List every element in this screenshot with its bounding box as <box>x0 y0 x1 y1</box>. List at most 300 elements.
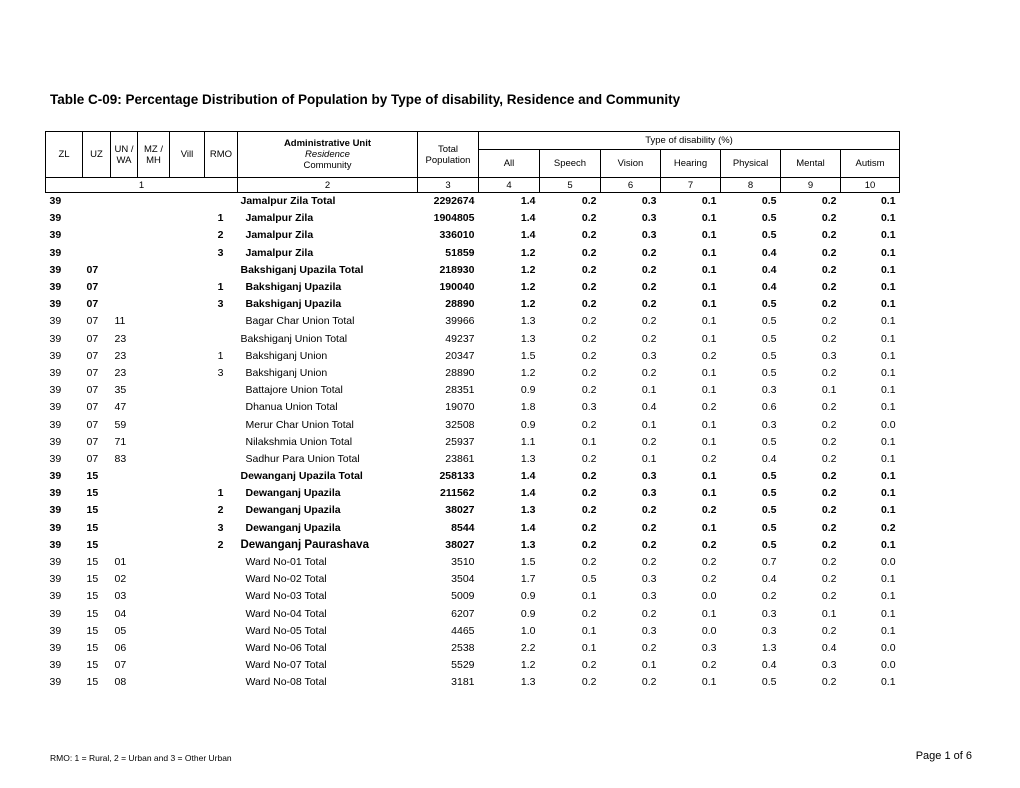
table-body <box>46 193 900 691</box>
cell-mental: 0.2 <box>821 281 837 294</box>
cell-autism: 0.1 <box>880 349 896 362</box>
cell-mental: 0.2 <box>821 676 837 689</box>
cell-uz: 07 <box>86 401 99 414</box>
cell-physical: 0.5 <box>761 315 777 328</box>
cell-vision: 0.3 <box>641 229 657 242</box>
cell-autism: 0.1 <box>880 229 896 242</box>
cell-un-wa <box>111 519 138 536</box>
cell-admin-unit: Merur Char Union Total <box>245 418 354 431</box>
cell-mz-mh <box>138 313 170 330</box>
cell-total-population: 4465 <box>451 624 475 637</box>
cell-zl: 39 <box>49 195 62 208</box>
header-col-physical: Physical <box>721 150 781 178</box>
cell-mz-mh <box>138 330 170 347</box>
cell-zl: 39 <box>49 315 62 328</box>
cell-mz-mh <box>138 502 170 519</box>
cell-physical: 0.3 <box>761 418 777 431</box>
cell-total-population: 49237 <box>445 332 475 345</box>
cell-rmo: 3 <box>217 521 224 534</box>
cell-vision: 0.4 <box>641 401 657 414</box>
cell-hearing: 0.1 <box>701 435 717 448</box>
cell-un-wa: 35 <box>114 384 127 397</box>
cell-uz <box>83 210 111 227</box>
cell-speech: 0.2 <box>581 366 597 379</box>
cell-speech: 0.2 <box>581 418 597 431</box>
cell-vill <box>170 433 205 450</box>
cell-hearing: 0.1 <box>701 229 717 242</box>
cell-vision: 0.2 <box>641 504 657 517</box>
table-row <box>46 519 900 536</box>
cell-vision: 0.2 <box>641 281 657 294</box>
cell-speech: 0.2 <box>581 246 597 259</box>
cell-uz: 15 <box>86 470 99 483</box>
cell-total-population: 38027 <box>445 538 475 551</box>
cell-physical: 0.5 <box>761 332 777 345</box>
header-col-speech: Speech <box>540 150 601 178</box>
cell-total-population: 336010 <box>439 229 475 242</box>
cell-uz <box>83 193 111 210</box>
cell-speech: 0.2 <box>581 452 597 465</box>
cell-total-population: 3181 <box>451 676 475 689</box>
cell-total-population: 5009 <box>451 590 475 603</box>
column-number: 2 <box>238 178 418 193</box>
cell-speech: 0.5 <box>581 573 597 586</box>
column-number: 6 <box>601 178 661 193</box>
cell-vill <box>170 468 205 485</box>
cell-un-wa: 23 <box>114 349 127 362</box>
cell-rmo <box>205 674 238 691</box>
cell-autism: 0.1 <box>880 452 896 465</box>
cell-admin-unit: Jamalpur Zila Total <box>240 195 336 208</box>
cell-vision: 0.2 <box>641 366 657 379</box>
cell-zl: 39 <box>49 641 62 654</box>
cell-vill <box>170 605 205 622</box>
cell-all: 1.2 <box>520 298 536 311</box>
cell-total-population: 28890 <box>445 298 475 311</box>
cell-total-population: 2292674 <box>433 195 475 208</box>
cell-all: 1.3 <box>520 504 536 517</box>
cell-uz: 15 <box>86 607 99 620</box>
cell-rmo <box>205 657 238 674</box>
cell-vill <box>170 657 205 674</box>
cell-mz-mh <box>138 485 170 502</box>
cell-physical: 0.2 <box>761 590 777 603</box>
cell-zl: 39 <box>49 435 62 448</box>
cell-zl: 39 <box>49 298 62 311</box>
cell-uz: 07 <box>86 298 99 311</box>
cell-vision: 0.3 <box>641 349 657 362</box>
cell-autism: 0.1 <box>880 281 896 294</box>
cell-physical: 0.5 <box>761 435 777 448</box>
cell-un-wa: 01 <box>114 556 127 569</box>
cell-rmo <box>205 553 238 570</box>
cell-zl: 39 <box>49 212 62 225</box>
cell-autism: 0.1 <box>880 470 896 483</box>
cell-physical: 0.5 <box>761 676 777 689</box>
column-number: 10 <box>841 178 900 193</box>
cell-rmo: 2 <box>217 229 224 242</box>
cell-rmo <box>205 450 238 467</box>
cell-total-population: 211562 <box>440 487 475 500</box>
cell-vill <box>170 244 205 261</box>
cell-all: 1.0 <box>520 624 536 637</box>
cell-admin-unit: Bakshiganj Union <box>245 349 328 362</box>
cell-physical: 0.3 <box>761 624 777 637</box>
cell-total-population: 51859 <box>445 246 475 259</box>
cell-mental: 0.2 <box>821 521 837 534</box>
column-number: 1 <box>46 178 238 193</box>
cell-un-wa <box>111 278 138 295</box>
cell-mental: 0.2 <box>821 366 837 379</box>
table-row <box>46 330 900 347</box>
cell-mz-mh <box>138 622 170 639</box>
cell-mz-mh <box>138 210 170 227</box>
cell-speech: 0.2 <box>581 212 597 225</box>
cell-hearing: 0.3 <box>701 641 717 654</box>
cell-mz-mh <box>138 450 170 467</box>
cell-vill <box>170 519 205 536</box>
cell-admin-unit: Ward No-01 Total <box>245 556 327 569</box>
cell-un-wa: 83 <box>114 452 127 465</box>
cell-uz: 07 <box>86 418 99 431</box>
cell-zl: 39 <box>49 470 62 483</box>
cell-zl: 39 <box>49 366 62 379</box>
cell-all: 0.9 <box>520 590 536 603</box>
cell-rmo <box>205 193 238 210</box>
cell-rmo <box>205 382 238 399</box>
cell-physical: 0.5 <box>761 470 777 483</box>
cell-un-wa: 11 <box>114 315 126 328</box>
cell-mz-mh <box>138 519 170 536</box>
column-number: 9 <box>781 178 841 193</box>
cell-zl: 39 <box>49 590 62 603</box>
cell-zl: 39 <box>49 246 62 259</box>
cell-all: 0.9 <box>520 418 536 431</box>
cell-admin-unit: Ward No-06 Total <box>245 641 327 654</box>
cell-physical: 0.4 <box>761 281 777 294</box>
table-row <box>46 278 900 295</box>
cell-all: 1.2 <box>520 263 536 276</box>
cell-hearing: 0.1 <box>701 676 717 689</box>
cell-speech: 0.2 <box>581 332 597 345</box>
cell-zl: 39 <box>49 487 62 500</box>
cell-rmo <box>205 416 238 433</box>
cell-vill <box>170 639 205 656</box>
cell-vision: 0.1 <box>641 452 657 465</box>
cell-uz <box>83 227 111 244</box>
cell-uz: 07 <box>86 349 99 362</box>
cell-speech: 0.2 <box>581 384 597 397</box>
cell-all: 1.2 <box>520 281 536 294</box>
cell-un-wa: 04 <box>114 607 127 620</box>
cell-all: 1.3 <box>520 452 536 465</box>
column-number: 3 <box>418 178 479 193</box>
cell-mz-mh <box>138 605 170 622</box>
cell-speech: 0.1 <box>581 624 597 637</box>
cell-mz-mh <box>138 416 170 433</box>
cell-speech: 0.2 <box>581 556 597 569</box>
cell-un-wa: 47 <box>114 401 127 414</box>
cell-total-population: 39966 <box>445 315 475 328</box>
table-row <box>46 313 900 330</box>
cell-vill <box>170 210 205 227</box>
cell-autism: 0.1 <box>880 504 896 517</box>
column-number: 7 <box>661 178 721 193</box>
cell-hearing: 0.2 <box>701 659 717 672</box>
cell-admin-unit: Ward No-05 Total <box>245 624 327 637</box>
cell-rmo <box>205 639 238 656</box>
cell-mz-mh <box>138 657 170 674</box>
cell-hearing: 0.2 <box>701 573 717 586</box>
cell-mental: 0.2 <box>821 556 837 569</box>
cell-vision: 0.2 <box>641 435 657 448</box>
cell-un-wa <box>111 193 138 210</box>
cell-mental: 0.2 <box>821 538 837 551</box>
cell-admin-unit: Ward No-08 Total <box>245 676 327 689</box>
cell-admin-unit: Ward No-03 Total <box>245 590 327 603</box>
cell-rmo: 2 <box>217 538 224 551</box>
cell-total-population: 190040 <box>439 281 475 294</box>
cell-mz-mh <box>138 571 170 588</box>
cell-admin-unit: Dewanganj Upazila Total <box>240 470 363 483</box>
cell-rmo: 3 <box>217 298 224 311</box>
cell-un-wa: 23 <box>114 366 127 379</box>
cell-uz: 07 <box>86 435 99 448</box>
cell-un-wa: 07 <box>114 659 127 672</box>
cell-hearing: 0.2 <box>701 452 717 465</box>
cell-mz-mh <box>138 244 170 261</box>
cell-vill <box>170 296 205 313</box>
header-zl: ZL <box>46 132 83 178</box>
cell-mz-mh <box>138 382 170 399</box>
cell-mz-mh <box>138 674 170 691</box>
cell-un-wa: 06 <box>114 641 127 654</box>
cell-vision: 0.3 <box>641 212 657 225</box>
cell-mental: 0.2 <box>821 470 837 483</box>
cell-all: 1.7 <box>520 573 536 586</box>
cell-un-wa <box>111 210 138 227</box>
cell-zl: 39 <box>49 504 62 517</box>
cell-uz: 15 <box>86 624 99 637</box>
cell-un-wa: 59 <box>114 418 127 431</box>
cell-admin-unit: Bakshiganj Union <box>245 366 328 379</box>
cell-admin-unit: Sadhur Para Union Total <box>245 452 360 465</box>
header-col-autism: Autism <box>841 150 900 178</box>
cell-vill <box>170 553 205 570</box>
cell-uz: 07 <box>86 263 99 276</box>
cell-hearing: 0.1 <box>701 332 717 345</box>
cell-physical: 0.4 <box>761 452 777 465</box>
cell-all: 1.4 <box>520 195 536 208</box>
cell-mz-mh <box>138 347 170 364</box>
cell-all: 1.4 <box>520 229 536 242</box>
cell-hearing: 0.2 <box>701 538 717 551</box>
cell-zl: 39 <box>49 573 62 586</box>
cell-admin-unit: Bakshiganj Upazila <box>245 298 342 311</box>
cell-physical: 0.5 <box>761 487 777 500</box>
cell-rmo: 3 <box>217 246 224 259</box>
cell-hearing: 0.1 <box>701 607 717 620</box>
cell-hearing: 0.2 <box>701 401 717 414</box>
cell-uz: 15 <box>86 590 99 603</box>
cell-hearing: 0.1 <box>701 212 717 225</box>
cell-admin-unit: Ward No-07 Total <box>245 659 327 672</box>
cell-admin-unit: Ward No-02 Total <box>245 573 327 586</box>
cell-mental: 0.2 <box>821 195 837 208</box>
cell-total-population: 28351 <box>445 384 475 397</box>
table-row <box>46 210 900 227</box>
cell-rmo: 1 <box>217 281 224 294</box>
cell-mental: 0.2 <box>821 246 837 259</box>
cell-un-wa <box>111 244 138 261</box>
cell-mental: 0.2 <box>821 263 837 276</box>
cell-un-wa <box>111 502 138 519</box>
cell-speech: 0.1 <box>581 590 597 603</box>
cell-mental: 0.3 <box>821 349 837 362</box>
cell-speech: 0.2 <box>581 487 597 500</box>
cell-admin-unit: Dewanganj Paurashava <box>240 538 369 551</box>
cell-speech: 0.2 <box>581 659 597 672</box>
cell-autism: 0.0 <box>880 659 896 672</box>
table-row <box>46 639 900 656</box>
cell-un-wa: 02 <box>114 573 127 586</box>
cell-mz-mh <box>138 364 170 381</box>
cell-uz: 15 <box>86 538 99 551</box>
cell-physical: 0.5 <box>761 521 777 534</box>
cell-vill <box>170 485 205 502</box>
cell-all: 1.5 <box>520 556 536 569</box>
cell-vill <box>170 450 205 467</box>
cell-mental: 0.2 <box>821 504 837 517</box>
header-unwa: UN / WA <box>111 132 138 178</box>
cell-uz: 15 <box>86 573 99 586</box>
cell-autism: 0.1 <box>880 435 896 448</box>
cell-mental: 0.2 <box>821 418 837 431</box>
cell-all: 1.4 <box>520 521 536 534</box>
cell-mz-mh <box>138 553 170 570</box>
cell-vision: 0.3 <box>641 487 657 500</box>
cell-speech: 0.2 <box>581 263 597 276</box>
cell-physical: 0.5 <box>761 538 777 551</box>
cell-autism: 0.1 <box>880 384 896 397</box>
cell-hearing: 0.1 <box>701 521 717 534</box>
cell-total-population: 32508 <box>445 418 475 431</box>
cell-speech: 0.2 <box>581 281 597 294</box>
cell-vision: 0.3 <box>641 624 657 637</box>
cell-rmo <box>205 330 238 347</box>
cell-total-population: 20347 <box>445 349 475 362</box>
cell-zl: 39 <box>49 263 62 276</box>
cell-vill <box>170 193 205 210</box>
header-uz: UZ <box>83 132 111 178</box>
cell-vision: 0.3 <box>641 590 657 603</box>
cell-un-wa <box>111 485 138 502</box>
cell-mental: 0.2 <box>821 452 837 465</box>
cell-physical: 0.3 <box>761 607 777 620</box>
cell-mz-mh <box>138 433 170 450</box>
cell-un-wa: 03 <box>114 590 127 603</box>
cell-autism: 0.1 <box>880 487 896 500</box>
cell-vill <box>170 588 205 605</box>
cell-autism: 0.2 <box>880 521 896 534</box>
cell-all: 1.1 <box>520 435 536 448</box>
cell-physical: 0.4 <box>761 246 777 259</box>
cell-autism: 0.1 <box>880 624 896 637</box>
cell-all: 1.2 <box>520 366 536 379</box>
cell-rmo <box>205 588 238 605</box>
cell-total-population: 8544 <box>451 521 475 534</box>
cell-admin-unit: Bagar Char Union Total <box>245 315 355 328</box>
cell-autism: 0.0 <box>880 556 896 569</box>
cell-zl: 39 <box>49 281 62 294</box>
cell-speech: 0.2 <box>581 470 597 483</box>
cell-admin-unit: Jamalpur Zila <box>245 212 314 225</box>
cell-uz: 15 <box>86 556 99 569</box>
cell-zl: 39 <box>49 418 62 431</box>
cell-rmo <box>205 468 238 485</box>
cell-un-wa: 08 <box>114 676 127 689</box>
cell-admin-unit: Nilakshmia Union Total <box>245 435 353 448</box>
cell-rmo <box>205 605 238 622</box>
cell-mz-mh <box>138 588 170 605</box>
cell-un-wa <box>111 536 138 553</box>
header-rmo: RMO <box>205 132 238 178</box>
header-disability-group: Type of disability (%) <box>479 132 900 150</box>
cell-vision: 0.3 <box>641 195 657 208</box>
footer-note: RMO: 1 = Rural, 2 = Urban and 3 = Other Urban <box>50 753 232 763</box>
cell-all: 2.2 <box>520 641 536 654</box>
cell-total-population: 5529 <box>451 659 475 672</box>
cell-uz: 07 <box>86 281 99 294</box>
table-row <box>46 536 900 553</box>
cell-mental: 0.2 <box>821 212 837 225</box>
header-col-hearing: Hearing <box>661 150 721 178</box>
cell-admin-unit: Bakshiganj Upazila Total <box>240 263 364 276</box>
cell-all: 1.2 <box>520 659 536 672</box>
cell-speech: 0.2 <box>581 298 597 311</box>
cell-vill <box>170 502 205 519</box>
cell-all: 1.4 <box>520 487 536 500</box>
cell-autism: 0.1 <box>880 263 896 276</box>
cell-mz-mh <box>138 261 170 278</box>
cell-autism: 0.1 <box>880 246 896 259</box>
cell-physical: 0.5 <box>761 366 777 379</box>
cell-rmo: 1 <box>217 212 224 225</box>
header-admin-unit <box>238 132 418 178</box>
cell-hearing: 0.1 <box>701 470 717 483</box>
header-mzmh: MZ / MH <box>138 132 170 178</box>
cell-hearing: 0.1 <box>701 195 717 208</box>
cell-mz-mh <box>138 193 170 210</box>
cell-admin-unit: Dewanganj Upazila <box>245 521 341 534</box>
cell-speech: 0.2 <box>581 504 597 517</box>
cell-all: 1.2 <box>520 246 536 259</box>
cell-un-wa: 05 <box>114 624 127 637</box>
cell-total-population: 3504 <box>451 573 475 586</box>
cell-autism: 0.1 <box>880 590 896 603</box>
cell-all: 1.5 <box>520 349 536 362</box>
cell-mental: 0.4 <box>821 641 837 654</box>
cell-mz-mh <box>138 296 170 313</box>
header-community-label: Community <box>303 160 352 171</box>
cell-total-population: 218930 <box>439 263 475 276</box>
cell-vision: 0.2 <box>641 246 657 259</box>
cell-zl: 39 <box>49 607 62 620</box>
cell-zl: 39 <box>49 229 62 242</box>
cell-vill <box>170 571 205 588</box>
cell-hearing: 0.1 <box>701 487 717 500</box>
table-row <box>46 588 900 605</box>
